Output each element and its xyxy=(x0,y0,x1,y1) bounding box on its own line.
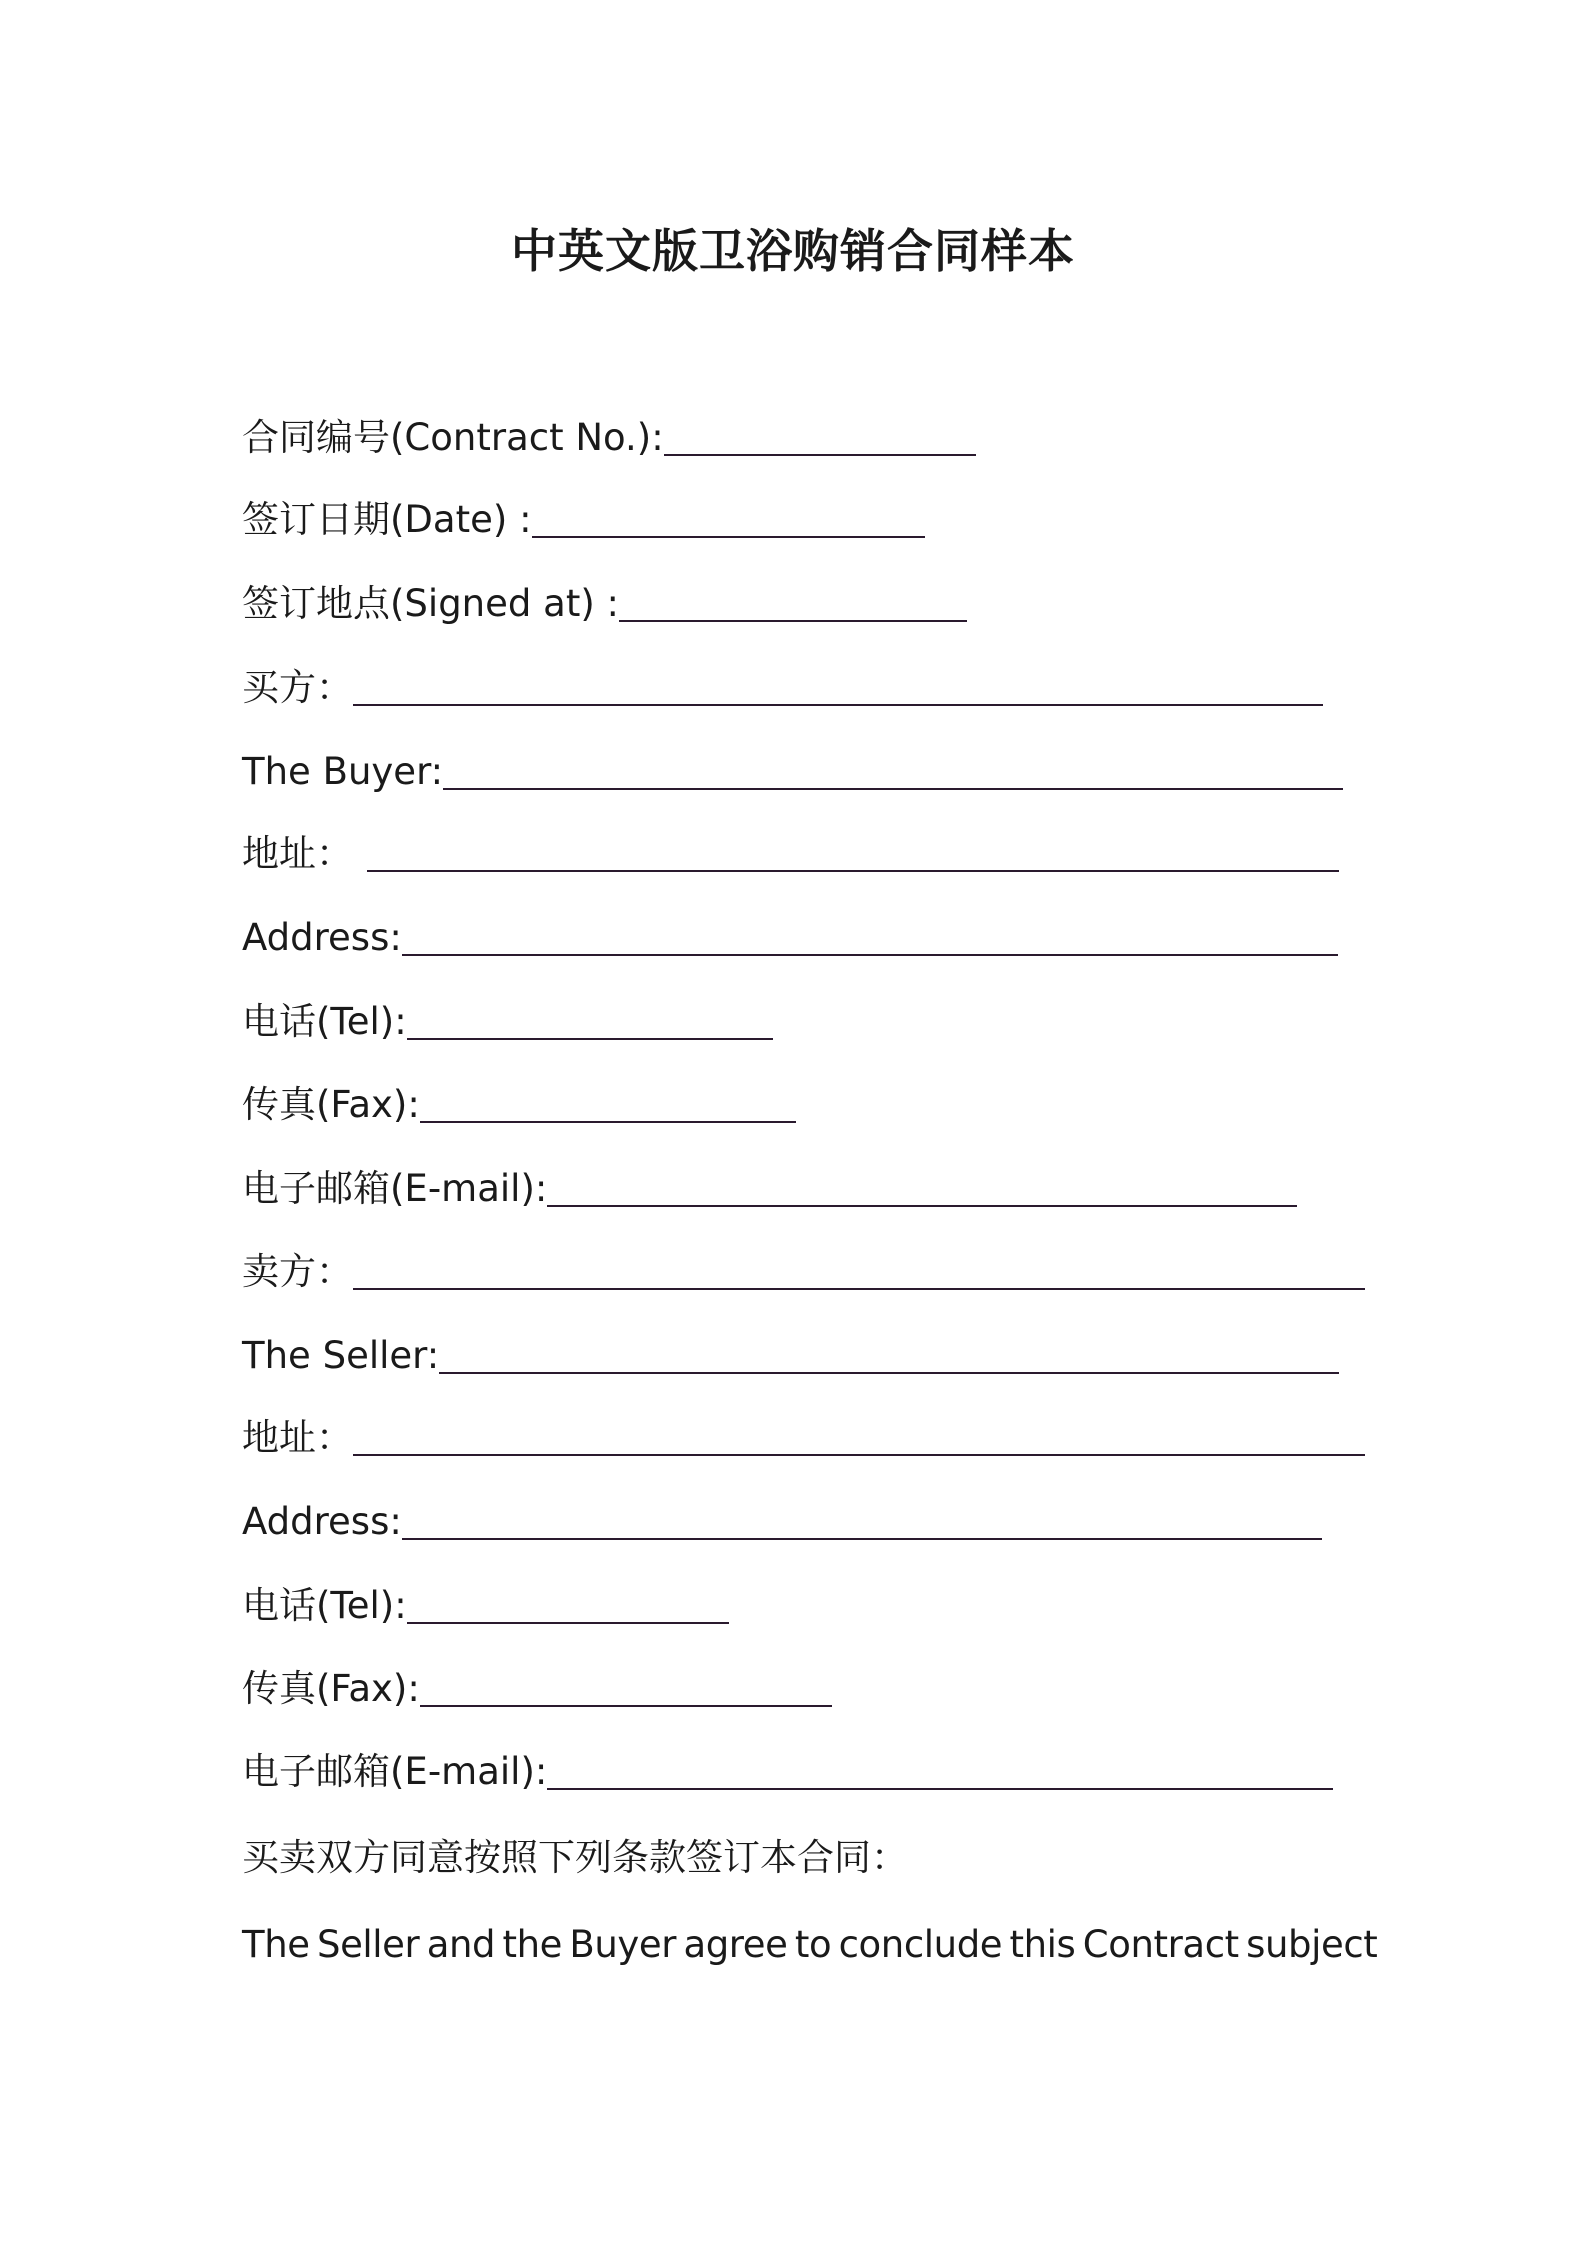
agreement-cn: 买卖双方同意按照下列条款签订本合同： xyxy=(242,1836,908,1879)
buyer-en-field xyxy=(242,744,1343,798)
seller-tel-label: 电话(Tel): xyxy=(242,1584,407,1627)
date-field xyxy=(242,492,925,546)
seller-address-en-label: Address: xyxy=(242,1500,402,1543)
buyer-address-cn-field xyxy=(242,826,1339,880)
contract-no-label: 合同编号(Contract No.): xyxy=(242,416,664,459)
seller-email-label: 电子邮箱(E-mail): xyxy=(242,1750,548,1793)
buyer-cn-field xyxy=(242,660,1323,714)
buyer-email-label: 电子邮箱(E-mail): xyxy=(242,1167,548,1210)
seller-address-en-field xyxy=(242,1494,1322,1548)
seller-email-blank[interactable] xyxy=(547,1788,1333,1790)
contract-no-blank[interactable] xyxy=(664,454,976,456)
date-blank[interactable] xyxy=(532,536,925,538)
seller-cn-blank[interactable] xyxy=(353,1288,1365,1290)
buyer-address-cn-blank[interactable] xyxy=(367,870,1339,872)
buyer-email-blank[interactable] xyxy=(547,1205,1297,1207)
seller-cn-field xyxy=(242,1244,1365,1298)
seller-en-blank[interactable] xyxy=(439,1372,1339,1374)
seller-fax-field xyxy=(242,1661,832,1715)
buyer-tel-label: 电话(Tel): xyxy=(242,1000,407,1043)
seller-cn-label: 卖方： xyxy=(242,1250,353,1293)
signed-at-blank[interactable] xyxy=(619,620,967,622)
seller-tel-blank[interactable] xyxy=(407,1622,729,1624)
buyer-email-field xyxy=(242,1161,1297,1215)
seller-en-label: The Seller: xyxy=(242,1334,440,1377)
seller-tel-field xyxy=(242,1578,729,1632)
seller-address-cn-field xyxy=(242,1410,1365,1464)
buyer-cn-label: 买方： xyxy=(242,666,353,709)
buyer-address-en-blank[interactable] xyxy=(402,954,1338,956)
buyer-address-en-label: Address: xyxy=(242,916,402,959)
buyer-fax-label: 传真(Fax): xyxy=(242,1083,420,1126)
document-title: 中英文版卫浴购销合同样本 xyxy=(511,224,1075,278)
buyer-fax-field xyxy=(242,1077,796,1131)
seller-address-cn-blank[interactable] xyxy=(353,1454,1365,1456)
seller-email-field xyxy=(242,1744,1333,1798)
signed-at-label: 签订地点(Signed at) : xyxy=(242,582,619,625)
seller-address-en-blank[interactable] xyxy=(402,1538,1322,1540)
buyer-fax-blank[interactable] xyxy=(420,1121,796,1123)
seller-address-cn-label: 地址： xyxy=(242,1416,353,1459)
buyer-en-blank[interactable] xyxy=(443,788,1343,790)
buyer-address-en-field xyxy=(242,910,1338,964)
buyer-cn-blank[interactable] xyxy=(353,704,1323,706)
seller-en-field xyxy=(242,1328,1339,1382)
buyer-tel-field xyxy=(242,994,773,1048)
buyer-address-cn-label: 地址： xyxy=(242,832,353,875)
contract-no-field xyxy=(242,410,976,464)
date-label: 签订日期(Date) : xyxy=(242,498,532,541)
signed-at-field xyxy=(242,576,967,630)
agreement-en: The Seller and the Buyer agree to conclude this Contract subject xyxy=(242,1923,1378,1966)
seller-fax-label: 传真(Fax): xyxy=(242,1667,420,1710)
buyer-en-label: The Buyer: xyxy=(242,750,444,793)
buyer-tel-blank[interactable] xyxy=(407,1038,773,1040)
seller-fax-blank[interactable] xyxy=(420,1705,832,1707)
